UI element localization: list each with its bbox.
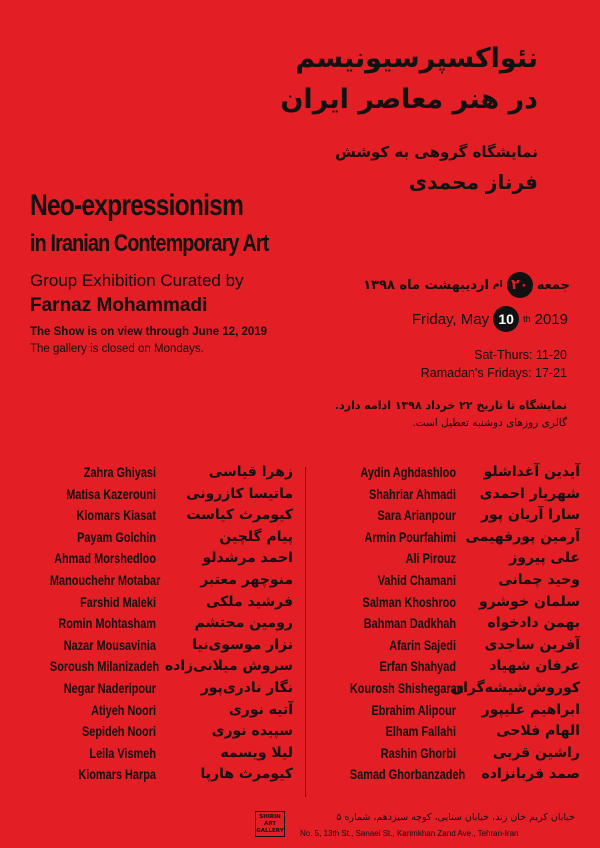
artist-name: Leila Vismeh — [89, 744, 156, 761]
artist-name: Bahman Dadkhah — [363, 615, 456, 632]
artist-name: وحید چمانی — [498, 571, 580, 588]
artist-name: Elham Fallahi — [385, 723, 456, 740]
artist-name: پیام گلچین — [219, 528, 293, 545]
artist-name: علی پیروز — [509, 550, 580, 567]
artist-name: کیومرث هارپا — [200, 766, 293, 783]
closed-notice: The gallery is closed on Mondays. — [30, 343, 204, 355]
artist-name: Kourosh Shishegaran — [349, 679, 464, 696]
persian-title-line-2: در هنر معاصر ایران — [280, 84, 538, 115]
persian-address: خیابان کریم خان زند، خیابان سنایی، کوچه سیزدهم، شماره ۵ — [336, 812, 575, 823]
artist-name: Kiomars Kiasat — [76, 507, 156, 524]
artist-name: رومین محتشم — [194, 615, 293, 632]
artist-name: آتیه نوری — [228, 701, 293, 718]
artist-name: Afarin Sajedi — [389, 636, 456, 653]
persian-date-suffix: ام — [493, 280, 503, 290]
artist-name: Atiyeh Noori — [91, 701, 156, 718]
artist-name: Matisa Kazerouni — [66, 485, 156, 502]
artist-name: Soroush Milanizadeh — [49, 658, 160, 675]
persian-title-line-1: نئواکسپرسیونیسم — [295, 43, 538, 74]
persian-date-rest: اردیبهشت ماه ۱۳۹۸ — [363, 277, 489, 293]
left-artists-persian — [157, 462, 293, 786]
artist-name: کوروش‌شیشه‌گران — [451, 679, 580, 696]
artist-name: Samad Ghorbanzadeh — [349, 766, 466, 783]
artist-name: ماتیسا کازرونی — [186, 485, 293, 502]
artist-name: Sepideh Noori — [81, 723, 156, 740]
artist-name: لیلا ویسمه — [220, 744, 293, 761]
artist-name: Ali Pirouz — [405, 550, 456, 567]
persian-on-view-notice: نمایشگاه تا تاریخ ۲۲ خرداد ۱۳۹۸ ادامه دارد. — [334, 399, 567, 412]
artist-name: بهمن دادخواه — [487, 615, 580, 632]
persian-subtitle: نمایشگاه گروهی به کوشش — [335, 143, 538, 161]
opening-hours: Sat-Thurs: 11-20 — [474, 348, 567, 362]
artist-name: نزار موسوی‌نیا — [192, 636, 293, 653]
artist-name: فرشید ملکی — [205, 593, 293, 610]
artist-name: Romin Mohtasham — [58, 615, 156, 632]
english-title — [30, 185, 268, 261]
artist-name: Rashin Ghorbi — [380, 744, 456, 761]
artist-name: Vahid Chamani — [377, 571, 456, 588]
english-date-prefix: Friday, May — [411, 310, 490, 328]
persian-curator: فرناز محمدی — [408, 170, 538, 194]
artist-name: Zahra Ghiyasi — [83, 464, 156, 480]
artist-name: Armin Pourfahimi — [364, 528, 456, 545]
english-date-day: 10 — [493, 306, 519, 332]
artist-name: Kiomars Harpa — [78, 766, 156, 783]
english-title-line-2: in Iranian Contemporary Art — [30, 230, 269, 257]
persian-closed-notice: گالری روزهای دوشنبه تعطیل است. — [412, 417, 567, 429]
english-date-year: 2019 — [534, 310, 568, 328]
artist-name: Negar Naderipour — [63, 679, 156, 696]
artist-name: Nazar Mousavinia — [63, 636, 156, 653]
artist-name: Sara Arianpour — [377, 507, 456, 524]
artist-name: Farshid Maleki — [80, 593, 156, 610]
left-artists-english — [20, 462, 161, 786]
artist-name: سارا آریان پور — [480, 507, 580, 524]
english-title-line-1: Neo-expressionism — [30, 189, 244, 222]
artist-name: منوچهر معتبر — [200, 571, 293, 588]
right-artists-persian — [444, 462, 580, 786]
artist-name: نگار نادری‌پور — [200, 679, 293, 696]
artist-name: Ebrahim Alipour — [371, 701, 456, 718]
artist-name: Manouchehr Motabar — [49, 571, 161, 588]
english-address: No. 5, 13th St., Sanaei St., Karimkhan Zand Ave., Tehran-Iran — [300, 829, 519, 838]
artist-name: سروش میلانی‌زاده — [164, 658, 293, 675]
artist-name: شهریار احمدی — [479, 485, 580, 502]
artist-name: صمد قربانزاده — [481, 766, 580, 783]
artist-name: سلمان خوشرو — [479, 593, 580, 610]
artist-name: Salman Khoshroo — [362, 593, 456, 610]
artist-name: آیدین آغداشلو — [483, 464, 580, 480]
english-date — [412, 306, 568, 332]
column-divider — [305, 467, 306, 797]
gallery-logo: SHIRIN ART GALLERY — [255, 811, 285, 837]
artist-name: Erfan Shahyad — [379, 658, 456, 675]
ramadan-hours: Ramadan's Fridays: 17-21 — [420, 366, 567, 380]
artist-name: الهام فلاحی — [496, 723, 580, 740]
english-curator: Farnaz Mohammadi — [30, 295, 208, 316]
artist-name: سپیده نوری — [211, 723, 293, 740]
artist-name: Ahmad Morshedloo — [54, 550, 156, 567]
artist-name: زهرا قیاسی — [208, 464, 293, 480]
persian-date-prefix: جمعه — [536, 277, 570, 293]
english-date-suffix: th — [523, 314, 531, 324]
artist-name: عرفان شهیاد — [489, 658, 580, 675]
group-exhibition-label: Group Exhibition Curated by — [30, 271, 244, 290]
artist-name: Aydin Aghdashloo — [360, 464, 456, 480]
on-view-notice: The Show is on view through June 12, 2019 — [30, 326, 268, 338]
artist-name: Payam Golchin — [77, 528, 156, 545]
right-artists-english — [320, 462, 466, 786]
persian-date-day: ۲۰ — [507, 272, 533, 298]
artist-name: آفرین ساجدی — [484, 636, 580, 653]
artist-name: Shahriar Ahmadi — [369, 485, 456, 502]
artist-name: ابراهیم علیپور — [481, 701, 580, 718]
artist-name: راشین قربی — [492, 744, 580, 761]
persian-title — [238, 38, 538, 120]
artist-name: کیومرث کیاست — [186, 507, 293, 524]
persian-date — [363, 272, 570, 298]
artist-name: آرمین پورفهیمی — [465, 528, 580, 545]
artist-name: احمد مرشدلو — [202, 550, 293, 567]
